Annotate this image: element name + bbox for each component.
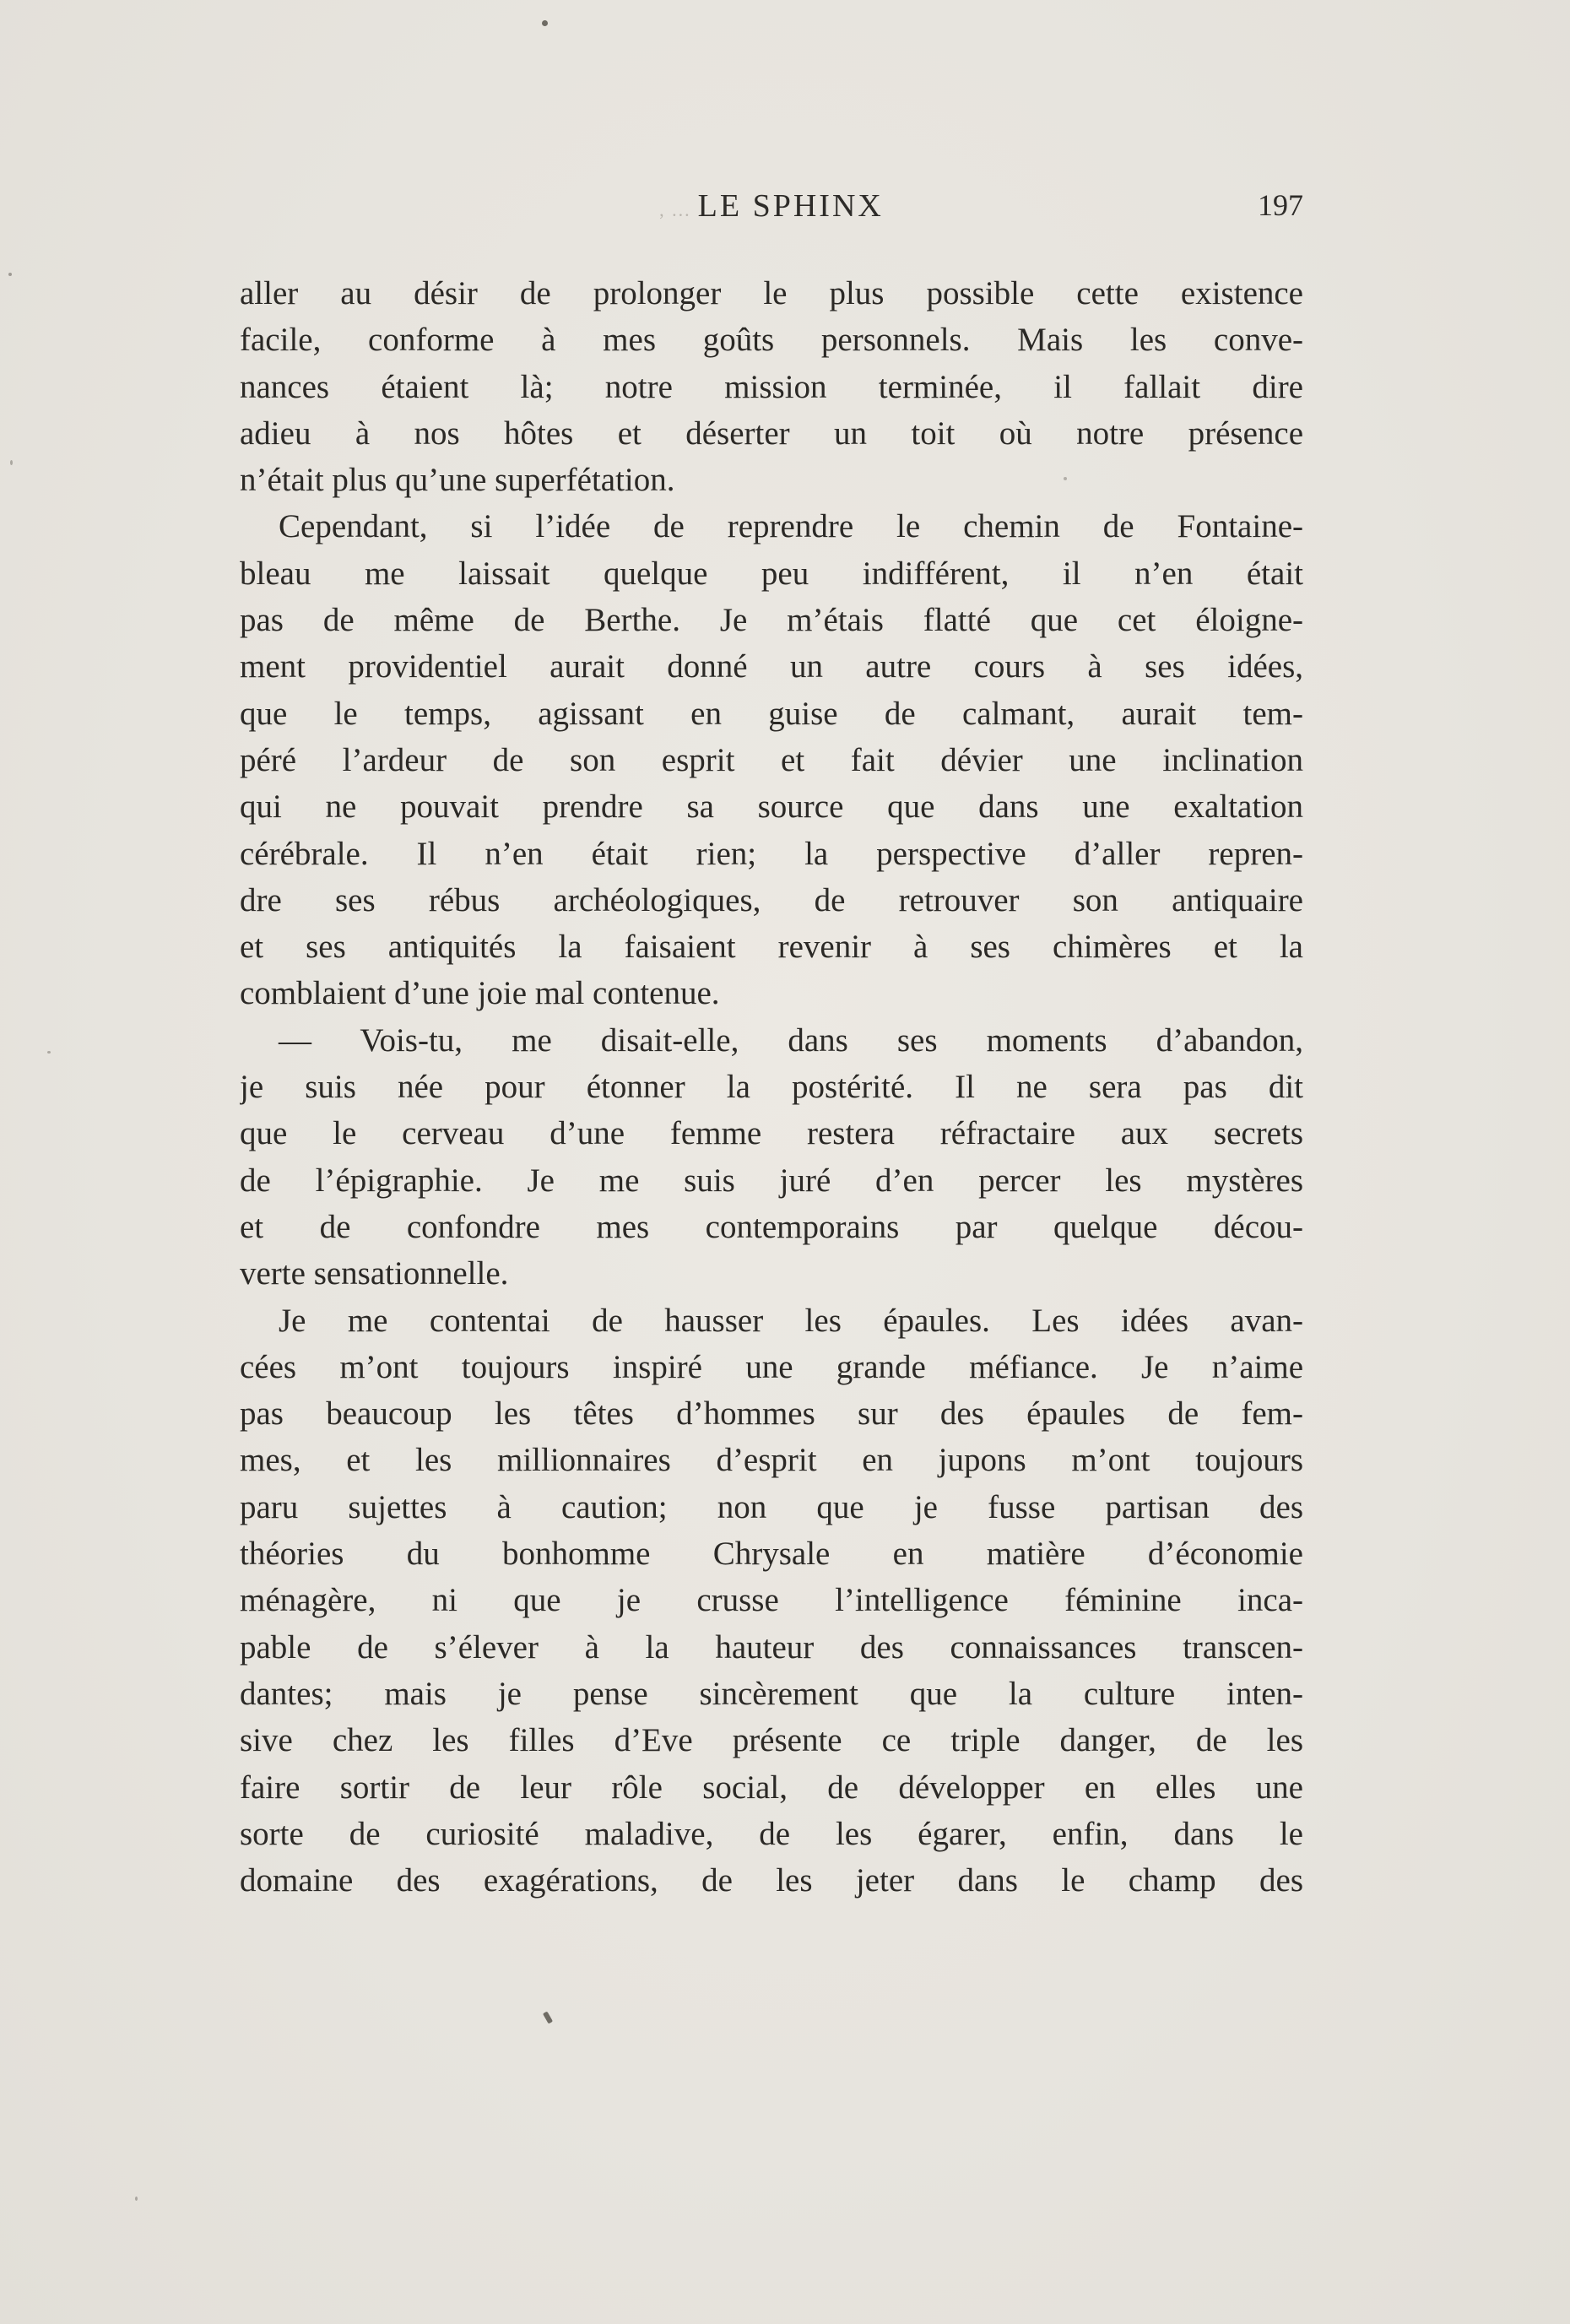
text-line: ment providentiel aurait donné un autre cours à ses idées, xyxy=(240,648,1303,685)
text-line: dantes; mais je pense sincèrement que la culture inten- xyxy=(240,1675,1303,1712)
header-ornament: , ... xyxy=(659,199,691,220)
text-line: je suis née pour étonner la postérité. Il ne sera pas dit xyxy=(240,1069,1303,1106)
text-line: sorte de curiosité maladive, de les égarer, enfin, dans le xyxy=(240,1815,1303,1852)
text-line: comblaient d’une joie mal contenue. xyxy=(240,975,720,1012)
book-title: LE SPHINX xyxy=(697,188,884,224)
text-line: Je me contentai de hausser les épaules. Les idées avan- xyxy=(279,1302,1303,1339)
text-line: sive chez les filles d’Eve présente ce triple danger, de les xyxy=(240,1722,1303,1759)
text-line: que le cerveau d’une femme restera réfractaire aux secrets xyxy=(240,1115,1303,1152)
text-line: paru sujettes à caution; non que je fusse partisan des xyxy=(240,1488,1303,1525)
text-line: verte sensationnelle. xyxy=(240,1255,509,1292)
text-line: cérébrale. Il n’en était rien; la perspective d’aller repren- xyxy=(240,835,1303,872)
text-line: — Vois-tu, me disait-elle, dans ses moments d’abandon, xyxy=(279,1021,1303,1059)
text-line: aller au désir de prolonger le plus possible cette existence xyxy=(240,275,1303,311)
text-line: domaine des exagérations, de les jeter dans le champ des xyxy=(240,1862,1303,1899)
scan-speck xyxy=(1064,477,1067,480)
text-line: n’était plus qu’une superfétation. xyxy=(240,462,675,499)
text-line: de l’épigraphie. Je me suis juré d’en percer les mystères xyxy=(240,1162,1303,1199)
text-line: et ses antiquités la faisaient revenir à ses chimères et la xyxy=(240,929,1303,966)
text-line: pas de même de Berthe. Je m’étais flatté que cet éloigne- xyxy=(240,602,1303,639)
text-line: et de confondre mes contemporains par quelque décou- xyxy=(240,1208,1303,1245)
scan-speck xyxy=(135,2197,138,2201)
scan-speck xyxy=(10,460,13,465)
text-line: facile, conforme à mes goûts personnels. Mais les conve- xyxy=(240,322,1303,359)
body-text xyxy=(240,270,1303,1904)
text-line: qui ne pouvait prendre sa source que dans une exaltation xyxy=(240,788,1303,826)
text-line: faire sortir de leur rôle social, de développer en elles une xyxy=(240,1769,1303,1806)
text-line: pas beaucoup les têtes d’hommes sur des épaules de fem- xyxy=(240,1395,1303,1433)
page-header xyxy=(240,187,1303,238)
scan-speck xyxy=(47,1051,51,1054)
text-line: pable de s’élever à la hauteur des connaissances transcen- xyxy=(240,1628,1303,1666)
text-line: Cependant, si l’idée de reprendre le chemin de Fontaine- xyxy=(279,508,1303,545)
text-line: cées m’ont toujours inspiré une grande méfiance. Je n’aime xyxy=(240,1348,1303,1385)
text-line: que le temps, agissant en guise de calmant, aurait tem- xyxy=(240,695,1303,732)
running-title xyxy=(240,187,1303,225)
scan-speck xyxy=(8,273,12,276)
text-line: nances étaient là; notre mission terminée, il fallait dire xyxy=(240,368,1303,405)
text-line: adieu à nos hôtes et déserter un toit où notre présence xyxy=(240,414,1303,452)
scan-speck xyxy=(543,2011,553,2023)
text-line: théories du bonhomme Chrysale en matière d’économie xyxy=(240,1536,1303,1573)
text-line: ménagère, ni que je crusse l’intelligence féminine inca- xyxy=(240,1582,1303,1619)
text-line: dre ses rébus archéologiques, de retrouver son antiquaire xyxy=(240,881,1303,918)
text-line: mes, et les millionnaires d’esprit en jupons m’ont toujours xyxy=(240,1442,1303,1479)
page-number: 197 xyxy=(1258,188,1303,222)
text-line: bleau me laissait quelque peu indifférent, il n’en était xyxy=(240,555,1303,592)
scan-speck xyxy=(542,20,548,26)
text-line: péré l’ardeur de son esprit et fait dévier une inclination xyxy=(240,741,1303,778)
